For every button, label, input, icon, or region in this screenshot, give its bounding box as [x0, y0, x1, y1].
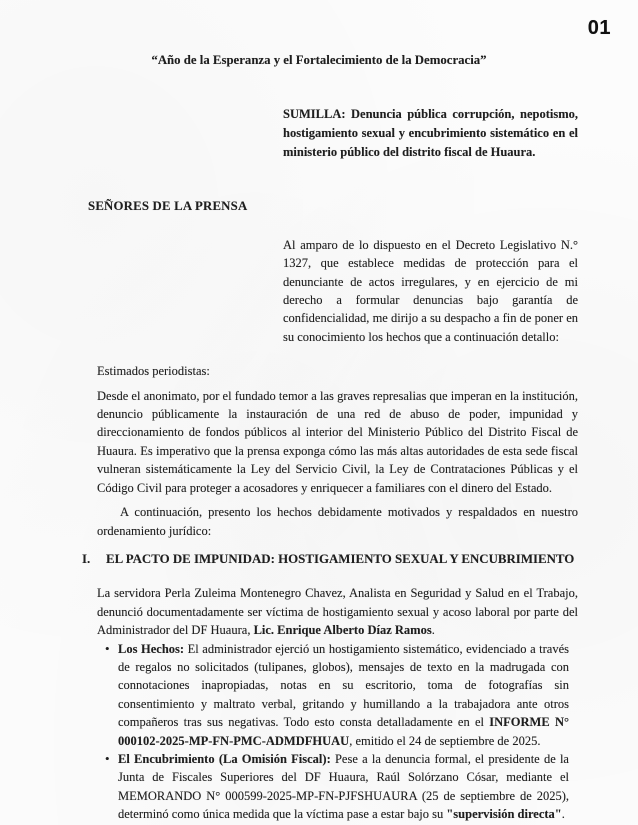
list-item-encubrimiento: • El Encubrimiento (La Omisión Fiscal): Pese a la denuncia formal, el presidente de la Junta de Fiscales Superiores del DF Huaura, Raúl Solórzano Cósar, mediante el MEMORANDO N° 000599-2025-MP-FN-PJFSHUAURA (25 de septiembre de 2025), determinó como única medida que la víctima pase a estar bajo su "supervisión directa". [97, 750, 569, 824]
legal-intro-paragraph: Al amparo de lo dispuesto en el Decreto Legislativo N.° 1327, que establece medidas de protección para el denunciante de actos irregulares, y en ejercicio de mi derecho a formular denuncias bajo garantía de confidencialidad, me dirijo a su despacho a fin de poner en su conocimiento los hechos que a continuación detallo: [283, 237, 578, 344]
list-item-los-hechos: • Los Hechos: El administrador ejerció un hostigamiento sistemático, evidenciado a través de regalos no solicitados (tulipanes, globos), mensajes de texto en la madrugada con connotaciones inapropiadas, notas en su escritorio, toma de fotografías sin consentimiento y maltrato verbal, gritando y humillando a la trabajadora ante otros compañeros tras sus negativas. Todo esto consta detalladamente en el INFORME N° 000102-2025-MP-FN-PMC-ADMDFHUAU, emitido el 24 de septiembre de 2025. [97, 640, 569, 750]
section-1-number: I. [82, 551, 91, 566]
page-number: 01 [587, 17, 611, 39]
year-motto: “Año de la Esperanza y el Fortalecimiento de la Democracia” [151, 53, 487, 67]
section-1-title: EL PACTO DE IMPUNIDAD: HOSTIGAMIENTO SEXUAL Y ENCUBRIMIENTO [106, 551, 575, 566]
facts-list [97, 640, 569, 824]
salutation: SEÑORES DE LA PRENSA [88, 199, 248, 214]
section-1-intro-paragraph: La servidora Perla Zuleima Montenegro Chavez, Analista en Seguridad y Salud en el Trabajo, denunció documentadamente ser víctima de hostigamiento sexual y acoso laboral por parte del Administrador del DF Huaura, Lic. Enrique Alberto Díaz Ramos. [97, 586, 578, 638]
greeting: Estimados periodistas: [97, 364, 210, 379]
document-content [0, 105, 638, 823]
denuncia-paragraph: Desde el anonimato, por el fundado temor a las graves represalias que imperan en la institución, denuncio públicamente la instauración de una red de abuso de poder, impunidad y direccionamiento de fondos públicos al interior del Ministerio Público del Distrito Fiscal de Huaura. Es imperativo que la prensa exponga cómo las más altas autoridades de esta sede fiscal vulneran sistemáticamente la Ley del Servicio Civil, la Ley de Contrataciones Públicas y el Código Civil para proteger a acosadores y enriquecer a familiares con el dinero del Estado. [97, 388, 578, 495]
section-1-heading [82, 550, 578, 568]
sumilla-block: SUMILLA: Denuncia pública corrupción, nepotismo, hostigamiento sexual y encubrimiento sistemático en el ministerio público del distrito fiscal de Huaura. [283, 107, 578, 160]
transition-paragraph: A continuación, presento los hechos debidamente motivados y respaldados en nuestro ordenamiento jurídico: [97, 505, 578, 538]
